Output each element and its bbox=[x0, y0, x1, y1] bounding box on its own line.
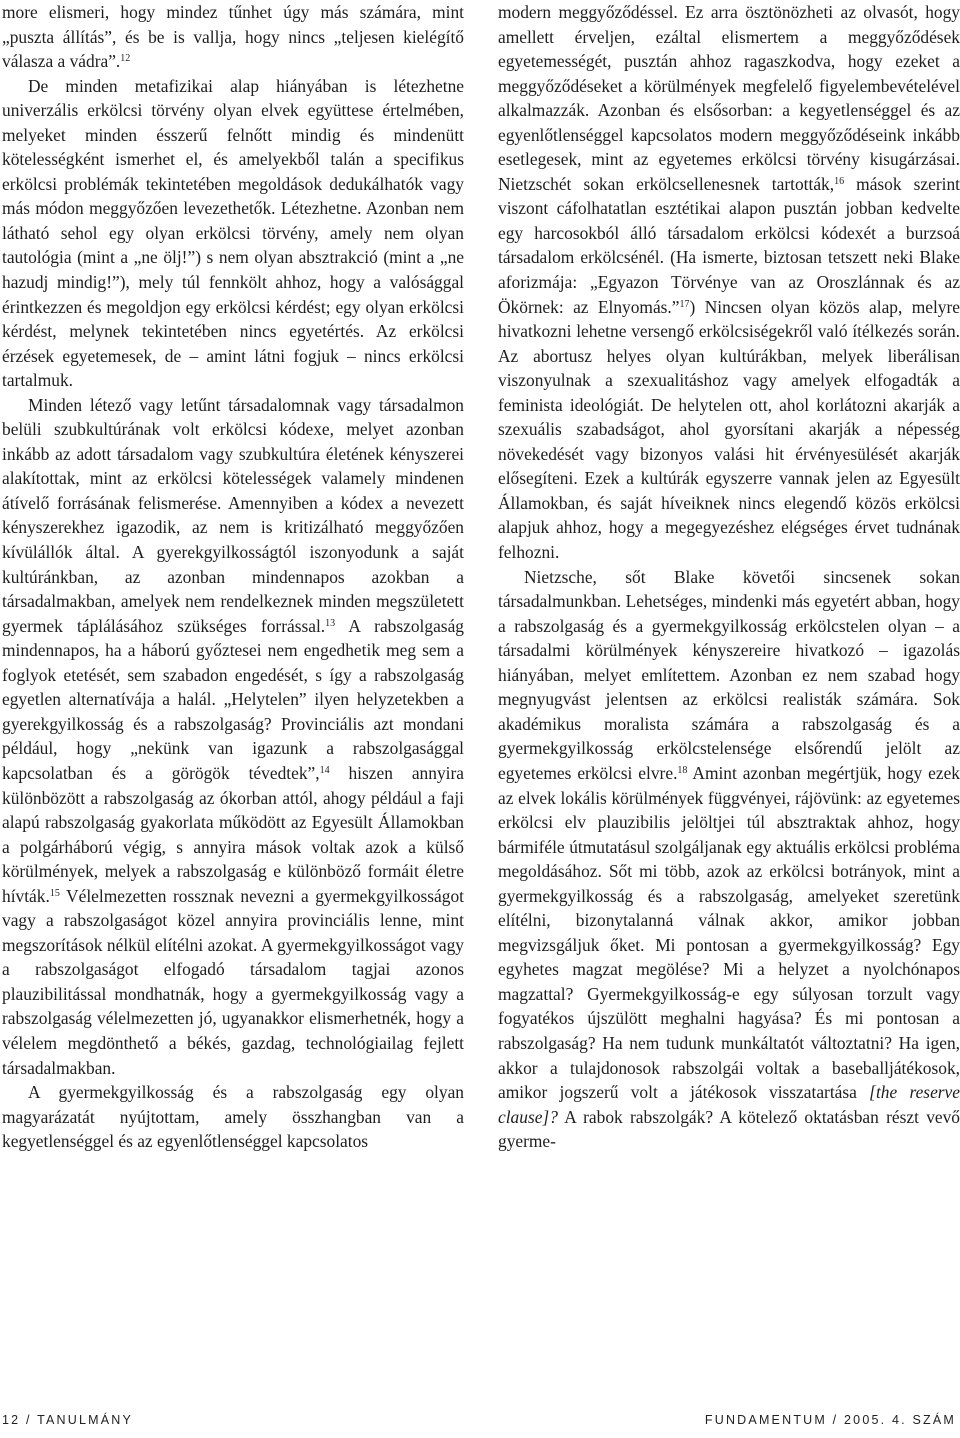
right-column bbox=[498, 0, 960, 1154]
footnote-ref[interactable]: 15 bbox=[49, 887, 60, 899]
page-footer-left: 12 / TANULMÁNY bbox=[2, 1413, 134, 1427]
paragraph: more elismeri, hogy mindez tűnhet úgy más számára, mint „puszta állítás”, és be is vallja, hogy nincs „teljesen kielégítő válasza a vádra”.$^{12}$ bbox=[2, 2, 464, 72]
footnote-ref[interactable]: 18 bbox=[677, 764, 688, 776]
footnote-ref[interactable]: 16 bbox=[834, 175, 845, 187]
italic-phrase: [the reserve clause]? bbox=[498, 1082, 960, 1127]
paragraph: Nietzsche, sőt Blake követői sincsenek sokan társadalmunkban. Lehetséges, mindenki más egyetért abban, hogy a rabszolgaság és a gyermekgyilkosság erkölcstelen olyan – a társadalmi körülmények kényszereire hivatkozó – igazolás hiányában, melyet említettem. Azonban ez nem szabad hogy megnyugvást jelentsen az erkölcsi realisták számára. Sok akadémikus moralista számára a rabszolgaság és a gyermekgyilkosság erkölcstelensége elsőrendű jelölt az egyetemes erkölcsi elvre.$^{18}$ Amint azonban megértjük, hogy ezek az elvek lokális körülmények függvényei, rájövünk: az egyetemes erkölcsi elv plauzibilis jelöltjei túl absztraktak ahhoz, hogy bármiféle útmutatásul szolgáljanak egy aktuális erkölcsi probléma megoldásához. Sőt mi több, azok az erkölcsi botrányok, mint a gyermekgyilkosság és a rabszolgaság, amelyeket szeretünk elítélni, bizonytalanná válnak akkor, amikor jobban megvizsgáljuk őket. Mi pontosan a gyermekgyilkosság? Egy egyhetes magzat megölése? Mi a helyzet a nyolchónapos magzattal? Gyermekgyilkosság-e egy súlyosan torzult vagy fogyatékos újszülött meghalni hagyása? És mi pontosan a rabszolgaság? Ha nem tudunk munkáltatót változtatni? Ha igen, akkor a tulajdonosok rabszolgái voltak a baseballjátékosok, amikor jogszerű volt a játékosok visszatartása [the reserve clause]? A rabok rabszolgák? A kötelező oktatásban részt vevő gyerme- bbox=[498, 566, 960, 1152]
footnote-ref[interactable]: 12 bbox=[120, 53, 131, 65]
paragraph: Minden létező vagy letűnt társadalomnak vagy társadalmon belüli szubkultúrának volt erkölcsi kódexe, melyet azonban inkább az adott társadalom vagy szubkultúra életének kényszerei alakítottak, mint az erkölcsi kötelességek valamely mindenen átívelő forrásának felismerése. Amennyiben a kódex a nevezett kényszerekhez igazodik, az nem is kritizálható meggyőzően kívülállók által. A gyerekgyilkosságtól iszonyodunk a saját kultúránkban, az azonban mindennapos azokban a társadalmakban, amelyek nem rendelkeznek minden megszületett gyermek táplálásához szükséges forrással.$^{13}$ A rabszolgaság mindennapos, ha a háború győztesei nem engedhetik meg sem a foglyok etetését, sem szabadon engedését, s így a rabszolgaság egyetlen alternatívája a halál. „Helytelen” ilyen helyzetekben a gyerekgyilkosság és a rabszolgaság? Provinciális azt mondani például, hogy „nekünk van igazunk a rabszolgasággal kapcsolatban és a görögök tévedtek”,$^{14}$ hiszen annyira különbözött a rabszolgaság az ókorban attól, ahogy például a faji alapú rabszolgaság gyakorlata működött az Egyesült Államokban a polgárháború végig, s annyira mások voltak azok a külső körülmények, melyek a rabszolgaság e különböző formáit életre hívták.$^{15}$ Vélelmezetten rossznak nevezni a gyermekgyilkosságot vagy a rabszolgaságot közel annyira provinciális lenne, mint megszorítások nélkül elítélni azokat. A gyermekgyilkosságot vagy a rabszolgaságot elfogadó társadalom tagjai azonos plauzibilitással mondhatnák, hogy a gyermekgyilkosság vagy a rabszolgaság vélelmezetten jó, ugyanakkor elismerhetnék, hogy a vélelem megdönthető a békés, gazdag, technológiailag fejlett társadalmakban. bbox=[2, 394, 464, 1078]
footnote-ref[interactable]: 14 bbox=[319, 764, 330, 776]
left-column bbox=[2, 0, 464, 1154]
paragraph: De minden metafizikai alap hiányában is létezhetne univerzális erkölcsi törvény olyan elvek együttese értelmében, melyeket minden ésszerű felnőtt mindig és mindenütt kötelességként ismerhet el, és amelyekből talán a specifikus erkölcsi problémák tekintetében megoldások dedukálhatók vagy más módon meggyőzően levezethetők. Létezhetne. Azonban nem látható sehol egy olyan erkölcsi törvény, amely nem olyan tautológia (mint a „ne ölj!”) s nem olyan absztrakció (mint a „ne hazudj mindig!”), mely túl fennkölt ahhoz, hogy a valósággal érintkezzen és megoldjon egy erkölcsi kérdést; egy olyan erkölcsi kérdést, melynek tekintetében nincs egyetértés. Az erkölcsi érzések egyetemesek, de – amint látni fogjuk – nincs erkölcsi tartalmuk. bbox=[2, 75, 464, 391]
paragraph: modern meggyőződéssel. Ez arra ösztönözheti az olvasót, hogy amellett érveljen, ezáltal elismertem a meggyőződések egyetemességét, pusztán ahhoz ragaszkodva, hogy ezeket a meggyőződéseket a körülmények megfelelő figyelembevételével alkalmazzák. Azonban és elsősorban: a kegyetlenséggel és az egyenlőtlenséggel kapcsolatos modern meggyőződéseink inkább esetlegesek, mint az egyetemes erkölcsi törvény kisugárzásai. Nietzschét sokan erkölcsellenesnek tartották,$^{16}$ mások szerint viszont cáfolhatatlan esztétikai alapon pusztán jobban kedvelte egy harcosokból álló társadalom erkölcsi kódexét a burzsoá társadalom erkölcsénél. (Ha ismerte, biztosan tetszett neki Blake aforizmája: „Egyazon Törvénye van az Oroszlánnak és az Ökörnek: az Elnyomás.”$^{17}$) Nincsen olyan közös alap, melyre hivatkozni lehetne versengő erkölcsiségekről való ítélkezés során. Az abortusz helyes olyan kultúrákban, melyek liberálisan viszonyulnak a szexualitáshoz vagy amelyek elfogadták a feminista ideológiát. De helytelen ott, ahol korlátozni akarják a szexuális szabadságot, ahol gyorsítani akarják a népesség növekedését vagy bizonyos valási hit érvényesülését akarják elősegíteni. Ezek a kultúrák egyszerre vannak jelen az Egyesült Államokban, és saját híveiknek nincs elegendő közös erkölcsi alapjuk ahhoz, hogy a megegyezéshez elégséges érvet tudnának felhozni. bbox=[498, 2, 960, 563]
paragraph: A gyermekgyilkosság és a rabszolgaság egy olyan magyarázatát nyújtottam, amely összhangban van a kegyetlenséggel és az egyenlőtlenséggel kapcsolatos bbox=[2, 1082, 464, 1152]
page-footer-right: FUNDAMENTUM / 2005. 4. SZÁM bbox=[704, 1413, 956, 1427]
footnote-ref[interactable]: 17 bbox=[679, 298, 690, 310]
footnote-ref[interactable]: 13 bbox=[325, 617, 336, 629]
